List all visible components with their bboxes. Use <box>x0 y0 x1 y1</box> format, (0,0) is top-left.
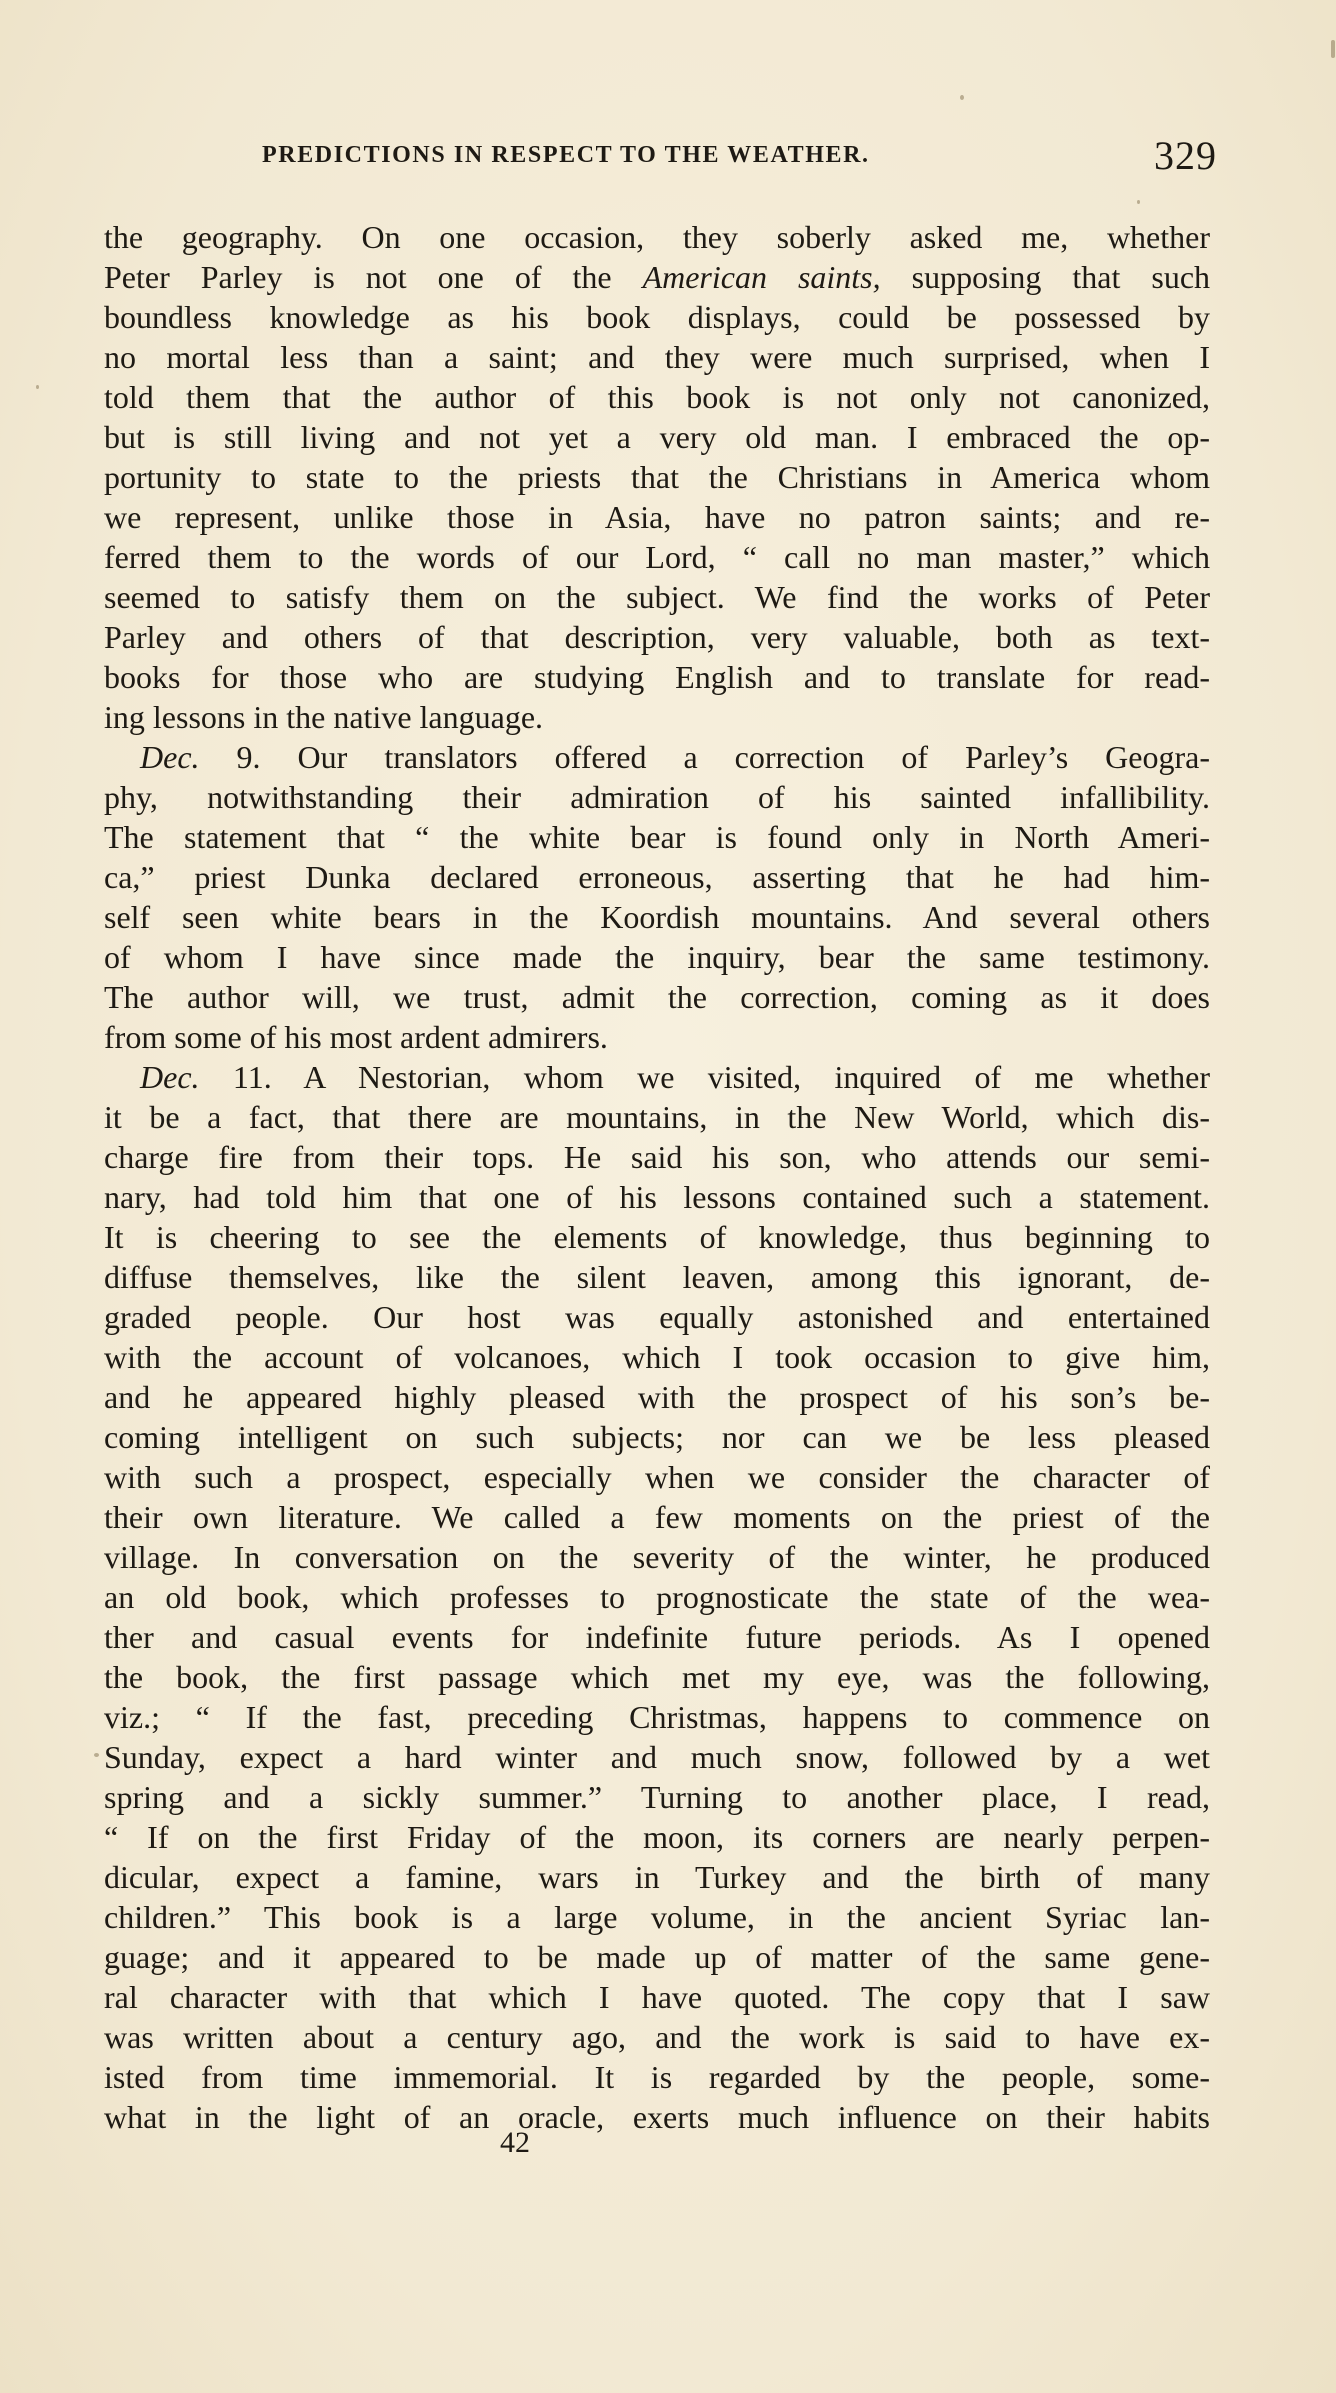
line-segment: 9. Our translators offered a correction of Parley’s Geogra- <box>199 739 1210 775</box>
text-line: and he appeared highly pleased with the prospect of his son’s be- <box>104 1379 1210 1415</box>
text-line: The author will, we trust, admit the correction, coming as it does <box>104 979 1210 1015</box>
text-line: no mortal less than a saint; and they were much surprised, when I <box>104 339 1210 375</box>
text-line: boundless knowledge as his book displays, could be possessed by <box>104 299 1210 335</box>
paper-speck <box>94 1753 99 1757</box>
text-line: viz.; “ If the fast, preceding Christmas, happens to commence on <box>104 1699 1210 1735</box>
text-line: their own literature. We called a few moments on the priest of the <box>104 1499 1210 1535</box>
text-line: ral character with that which I have quoted. The copy that I saw <box>104 1979 1210 2015</box>
text-line <box>104 737 1210 777</box>
text-line <box>104 1057 1210 1097</box>
italic-segment: American saints, <box>642 259 881 295</box>
text-line: portunity to state to the priests that the Christians in America whom <box>104 459 1210 495</box>
text-line: the geography. On one occasion, they soberly asked me, whether <box>104 219 1210 255</box>
text-line: village. In conversation on the severity of the winter, he produced <box>104 1539 1210 1575</box>
text-line: of whom I have since made the inquiry, bear the same testimony. <box>104 939 1210 975</box>
text-line: dicular, expect a famine, wars in Turkey and the birth of many <box>104 1859 1210 1895</box>
text-line: ferred them to the words of our Lord, “ call no man master,” which <box>104 539 1210 575</box>
text-line: from some of his most ardent admirers. <box>104 1019 608 1055</box>
paper-speck <box>1331 40 1335 58</box>
text-line: guage; and it appeared to be made up of matter of the same gene- <box>104 1939 1210 1975</box>
running-head <box>262 133 1217 186</box>
text-line: charge fire from their tops. He said his son, who attends our semi- <box>104 1139 1210 1175</box>
text-line: ca,” priest Dunka declared erroneous, asserting that he had him- <box>104 859 1210 895</box>
text-line: children.” This book is a large volume, in the ancient Syriac lan- <box>104 1899 1210 1935</box>
text-line: self seen white bears in the Koordish mountains. And several others <box>104 899 1210 935</box>
text-line: the book, the first passage which met my eye, was the following, <box>104 1659 1210 1695</box>
text-line: an old book, which professes to prognosticate the state of the wea- <box>104 1579 1210 1615</box>
text-line: books for those who are studying English and to translate for read- <box>104 659 1210 695</box>
text-line: was written about a century ago, and the work is said to have ex- <box>104 2019 1210 2055</box>
text-line: it be a fact, that there are mountains, in the New World, which dis- <box>104 1099 1210 1135</box>
italic-segment: Dec. <box>140 1059 200 1095</box>
signature-mark: 42 <box>500 2126 530 2159</box>
text-line: isted from time immemorial. It is regarded by the people, some- <box>104 2059 1210 2095</box>
text-line: spring and a sickly summer.” Turning to another place, I read, <box>104 1779 1210 1815</box>
text-line: what in the light of an oracle, exerts much influence on their habits <box>104 2099 1210 2135</box>
text-line: but is still living and not yet a very old man. I embraced the op- <box>104 419 1210 455</box>
paper-speck <box>36 385 39 389</box>
page-number: 329 <box>1154 133 1217 178</box>
paper-speck <box>1137 200 1140 204</box>
text-line: Parley and others of that description, very valuable, both as text- <box>104 619 1210 655</box>
text-line: diffuse themselves, like the silent leaven, among this ignorant, de- <box>104 1259 1210 1295</box>
text-line: graded people. Our host was equally astonished and entertained <box>104 1299 1210 1335</box>
line-segment: supposing that such <box>880 259 1210 295</box>
text-line: told them that the author of this book is not only not canonized, <box>104 379 1210 415</box>
text-line: coming intelligent on such subjects; nor can we be less pleased <box>104 1419 1210 1455</box>
italic-segment: Dec. <box>140 739 200 775</box>
text-line: seemed to satisfy them on the subject. We find the works of Peter <box>104 579 1210 615</box>
text-line: ther and casual events for indefinite future periods. As I opened <box>104 1619 1210 1655</box>
line-segment: Peter Parley is not one of the <box>104 259 643 295</box>
running-title: PREDICTIONS IN RESPECT TO THE WEATHER. <box>262 142 870 168</box>
text-line: nary, had told him that one of his lessons contained such a statement. <box>104 1179 1210 1215</box>
text-line: with the account of volcanoes, which I took occasion to give him, <box>104 1339 1210 1375</box>
text-line <box>104 257 1210 297</box>
text-line: It is cheering to see the elements of knowledge, thus beginning to <box>104 1219 1210 1255</box>
text-line: we represent, unlike those in Asia, have no patron saints; and re- <box>104 499 1210 535</box>
body-text <box>104 217 1210 2137</box>
text-line: “ If on the first Friday of the moon, its corners are nearly perpen- <box>104 1819 1210 1855</box>
text-line: Sunday, expect a hard winter and much snow, followed by a wet <box>104 1739 1210 1775</box>
text-line: The statement that “ the white bear is found only in North Ameri- <box>104 819 1210 855</box>
text-line: phy, notwithstanding their admiration of his sainted infallibility. <box>104 779 1210 815</box>
text-line: ing lessons in the native language. <box>104 699 544 735</box>
line-segment: 11. A Nestorian, whom we visited, inquired of me whether <box>199 1059 1210 1095</box>
paper-speck <box>960 95 964 100</box>
text-line: with such a prospect, especially when we consider the character of <box>104 1459 1210 1495</box>
